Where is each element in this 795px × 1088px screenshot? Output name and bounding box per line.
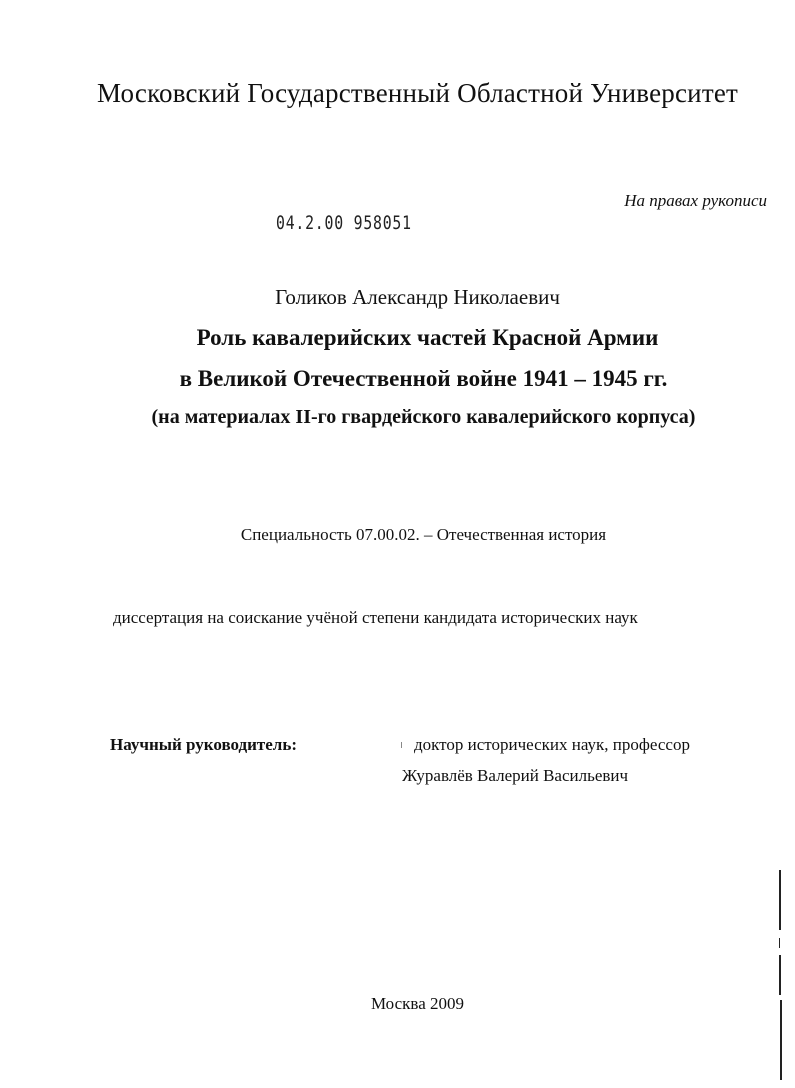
title-line-2: в Великой Отечественной войне 1941 – 1945 гг. bbox=[179, 366, 668, 391]
scan-edge-mark bbox=[780, 1000, 782, 1080]
scan-speck bbox=[401, 742, 402, 748]
specialty-line: Специальность 07.00.02. – Отечественная история bbox=[240, 525, 607, 544]
registration-stamp: 04.2.00 958051 bbox=[276, 212, 412, 234]
title-line-1: Роль кавалерийских частей Красной Армии bbox=[196, 325, 659, 350]
scan-edge-mark bbox=[779, 938, 780, 948]
degree-line: диссертация на соискание учёной степени кандидата исторических наук bbox=[113, 608, 638, 627]
advisor-label: Научный руководитель: bbox=[110, 735, 297, 754]
rights-note: На правах рукописи bbox=[624, 191, 767, 210]
title-line-3: (на материалах II-го гвардейского кавалерийского корпуса) bbox=[151, 406, 696, 428]
city-year: Москва 2009 bbox=[370, 994, 465, 1013]
scan-edge-mark bbox=[779, 870, 781, 930]
advisor-degree: доктор исторических наук, профессор bbox=[414, 735, 690, 754]
scan-edge-mark bbox=[779, 955, 781, 995]
advisor-name: Журавлёв Валерий Васильевич bbox=[402, 766, 629, 785]
university-name: Московский Государственный Областной Университет bbox=[96, 78, 738, 108]
author-name: Голиков Александр Николаевич bbox=[275, 285, 560, 309]
